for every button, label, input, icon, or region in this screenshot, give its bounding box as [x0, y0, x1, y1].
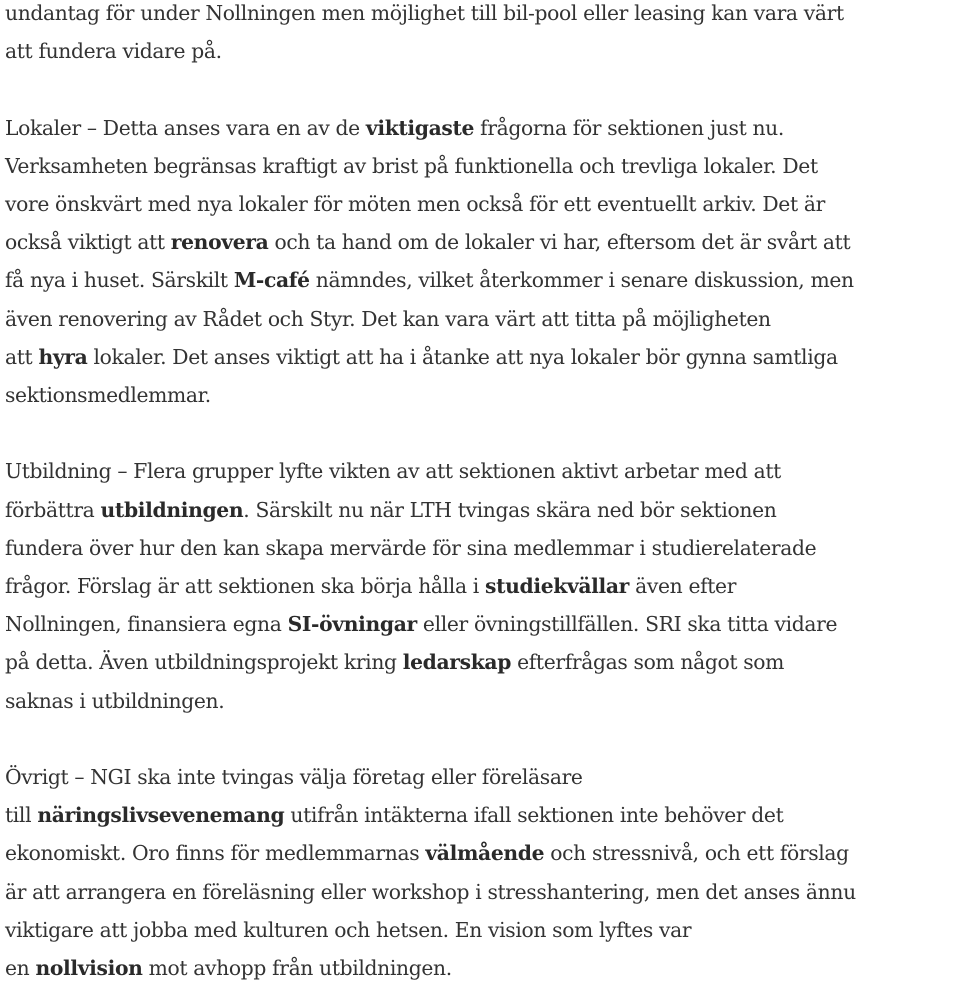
text-segment: Nollningen, finansiera egna [5, 612, 288, 637]
text-line [5, 949, 960, 987]
text-line [5, 796, 960, 834]
text-line [5, 873, 960, 911]
bold-keyword: viktigaste [365, 115, 475, 140]
text-segment: även efter [629, 574, 737, 599]
text-segment: undantag för under Nollningen men möjlighet till bil-pool eller leasing kan vara värt [5, 1, 844, 25]
text-line [5, 338, 960, 376]
text-segment: eller övningstillfällen. SRI ska titta vidare [416, 612, 838, 637]
paragraph [5, 758, 960, 987]
text-line [5, 605, 960, 643]
text-segment: vore önskvärt med nya lokaler för möten men också för ett eventuellt arkiv. Det är [5, 192, 825, 216]
bold-keyword: ledarskap [402, 650, 512, 675]
text-line [5, 300, 960, 338]
paragraph [5, 0, 960, 70]
text-segment: efterfrågas som något som [511, 650, 785, 675]
text-segment: utifrån intäkterna ifall sektionen inte behöver det [284, 803, 784, 828]
text-line [5, 109, 960, 147]
text-segment: till [5, 803, 38, 828]
text-line [5, 567, 960, 605]
text-line [5, 834, 960, 872]
text-segment: på detta. Även utbildningsprojekt kring [5, 650, 403, 675]
text-line [5, 682, 960, 720]
paragraph-spacer [5, 414, 960, 452]
text-segment: frågor. Förslag är att sektionen ska börja hålla i [5, 574, 486, 599]
text-segment: Verksamheten begränsas kraftigt av brist på funktionella och trevliga lokaler. Det [5, 153, 818, 178]
text-segment: få nya i huset. Särskilt [5, 268, 234, 293]
text-segment: viktigare att jobba med kulturen och hetsen. En vision som lyftes var [5, 917, 692, 942]
text-line [5, 529, 960, 567]
text-line [5, 376, 960, 414]
text-line [5, 491, 960, 529]
text-segment: förbättra [5, 497, 101, 522]
paragraph [5, 109, 960, 415]
text-line [5, 758, 960, 796]
text-segment: en [5, 956, 36, 981]
text-segment: Lokaler – Detta anses vara en av de [5, 115, 366, 140]
bold-keyword: SI-övningar [287, 612, 417, 637]
bold-keyword: renovera [170, 230, 269, 255]
text-line [5, 261, 960, 299]
text-line [5, 0, 960, 32]
bold-keyword: hyra [38, 344, 88, 369]
bold-keyword: utbildningen [100, 497, 244, 522]
text-line [5, 452, 960, 490]
paragraph-spacer [5, 70, 960, 108]
text-segment: Övrigt – NGI ska inte tvingas välja företag eller föreläsare [5, 765, 583, 790]
bold-keyword: nollvision [35, 956, 143, 981]
text-line [5, 911, 960, 949]
text-line [5, 223, 960, 261]
text-segment: sektionsmedlemmar. [5, 383, 211, 408]
text-segment: Utbildning – Flera grupper lyfte vikten av att sektionen aktivt arbetar med att [5, 459, 781, 484]
paragraph-spacer [5, 720, 960, 758]
text-segment: och stressnivå, och ett förslag [544, 841, 849, 866]
text-segment: lokaler. Det anses viktigt att ha i åtanke att nya lokaler bör gynna samtliga [87, 344, 838, 369]
text-segment: saknas i utbildningen. [5, 688, 225, 713]
text-segment: frågorna för sektionen just nu. [474, 115, 784, 140]
text-line [5, 147, 960, 185]
text-segment: nämndes, vilket återkommer i senare diskussion, men [309, 268, 854, 293]
paragraph [5, 452, 960, 719]
bold-keyword: näringslivsevenemang [37, 803, 285, 828]
text-segment: mot avhopp från utbildningen. [142, 956, 452, 981]
bold-keyword: studiekvällar [485, 574, 630, 599]
document-body [5, 0, 960, 987]
text-segment: att fundera vidare på. [5, 39, 222, 64]
text-segment: att [5, 344, 39, 369]
text-segment: och ta hand om de lokaler vi har, eftersom det är svårt att [268, 230, 851, 255]
text-line [5, 643, 960, 681]
text-line [5, 32, 960, 70]
bold-keyword: välmående [425, 841, 545, 866]
text-segment: fundera över hur den kan skapa mervärde för sina medlemmar i studierelaterade [5, 535, 817, 560]
text-segment: . Särskilt nu när LTH tvingas skära ned bör sektionen [243, 497, 777, 522]
text-line [5, 185, 960, 223]
bold-keyword: M-café [233, 268, 310, 293]
text-segment: även renovering av Rådet och Styr. Det kan vara värt att titta på möjligheten [5, 306, 771, 331]
text-segment: också viktigt att [5, 230, 171, 255]
text-segment: är att arrangera en föreläsning eller workshop i stresshantering, men det anses ännu [5, 879, 856, 904]
text-segment: ekonomiskt. Oro finns för medlemmarnas [5, 841, 426, 866]
